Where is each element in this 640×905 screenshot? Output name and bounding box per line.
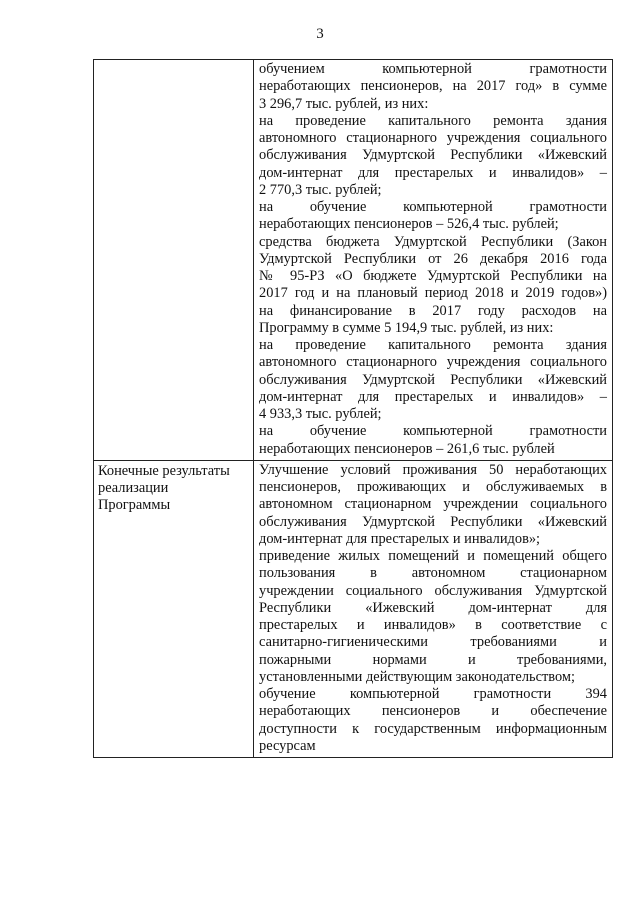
text-line: автономного стационарного учреждения социального [259,354,607,371]
text-line: обучение компьютерной грамотности 394 [259,686,607,702]
row-content-cell [254,60,613,461]
text-line: на проведение капитального ремонта здания [259,112,607,129]
table-row-funding [94,60,613,461]
text-line: неработающих пенсионеров, на 2017 год» в сумме [259,78,607,95]
text-line: автономного стационарного учреждения социального [259,130,607,146]
text-line: установленными действующим законодательством; [259,668,575,685]
row-label-cell [94,60,254,461]
text-line: 3 296,7 тыс. рублей, из них: [259,95,429,112]
row-label-cell [94,460,254,757]
text-line: доступности к государственным информационным [259,720,607,737]
text-line: ресурсам [259,737,316,754]
text-line: санитарно-гигиеническими требованиями и [259,634,607,651]
text-line: обслуживания Удмуртской Республики «Ижевский [259,371,607,388]
text-line: приведение жилых помещений и помещений общего [259,548,607,564]
text-line: на проведение капитального ремонта здания [259,337,607,353]
text-line: на финансирование в 2017 году расходов на [259,302,607,319]
text-line: пенсионеров, проживающих и обслуживаемых в [259,479,607,495]
text-line: обслуживания Удмуртской Республики «Ижевский [259,147,607,164]
text-line: Программу в сумме 5 194,9 тыс. рублей, из них: [259,319,554,336]
program-passport-table [93,59,613,758]
text-line: дом-интернат для престарелых и инвалидов»; [259,530,541,547]
text-line: пожарными нормами и требованиями, [259,651,607,668]
text-line: Улучшение условий проживания 50 неработающих [259,461,607,478]
text-line: дом-интернат для престарелых и инвалидов» – [259,388,607,405]
text-line: обучением компьютерной грамотности [259,61,607,77]
text-line: реализации [98,480,169,496]
text-line: 2017 год и на плановый период 2018 и 2019 годов») [259,285,607,302]
text-line: Программы [98,497,171,514]
text-line: Республики «Ижевский дом-интернат для [259,599,607,616]
row-label [94,461,253,515]
text-line: пользования в автономном стационарном [259,565,607,582]
text-line: 4 933,3 тыс. рублей; [259,406,382,422]
text-line: на обучение компьютерной грамотности [259,199,607,215]
funding-text [254,60,612,460]
page-number: 3 [316,26,324,42]
row-label [94,60,253,62]
text-line: дом-интернат для престарелых и инвалидов» – [259,164,607,181]
text-line: 2 770,3 тыс. рублей; [259,181,382,198]
table-row-final-results [94,460,613,757]
text-line: средства бюджета Удмуртской Республики (Закон [259,233,607,250]
text-line: учреждении социального обслуживания Удмуртской [259,582,607,599]
text-line: неработающих пенсионеров – 526,4 тыс. рублей; [259,216,559,233]
text-line: престарелых и инвалидов» в соответствие с [259,617,607,633]
text-line: Конечные результаты [98,462,230,479]
text-line: неработающих пенсионеров и обеспечение [259,703,607,720]
final-results-text [254,461,612,757]
text-line: неработающих пенсионеров – 261,6 тыс. рублей [259,440,555,457]
text-line: обслуживания Удмуртской Республики «Ижевский [259,513,607,530]
row-content-cell [254,460,613,757]
text-line: на обучение компьютерной грамотности [259,423,607,440]
text-line: Удмуртской Республики от 26 декабря 2016 года [259,250,607,267]
text-line: № 95-РЗ «О бюджете Удмуртской Республики на [259,268,607,284]
text-line: автономном стационарном учреждении социального [259,496,607,513]
